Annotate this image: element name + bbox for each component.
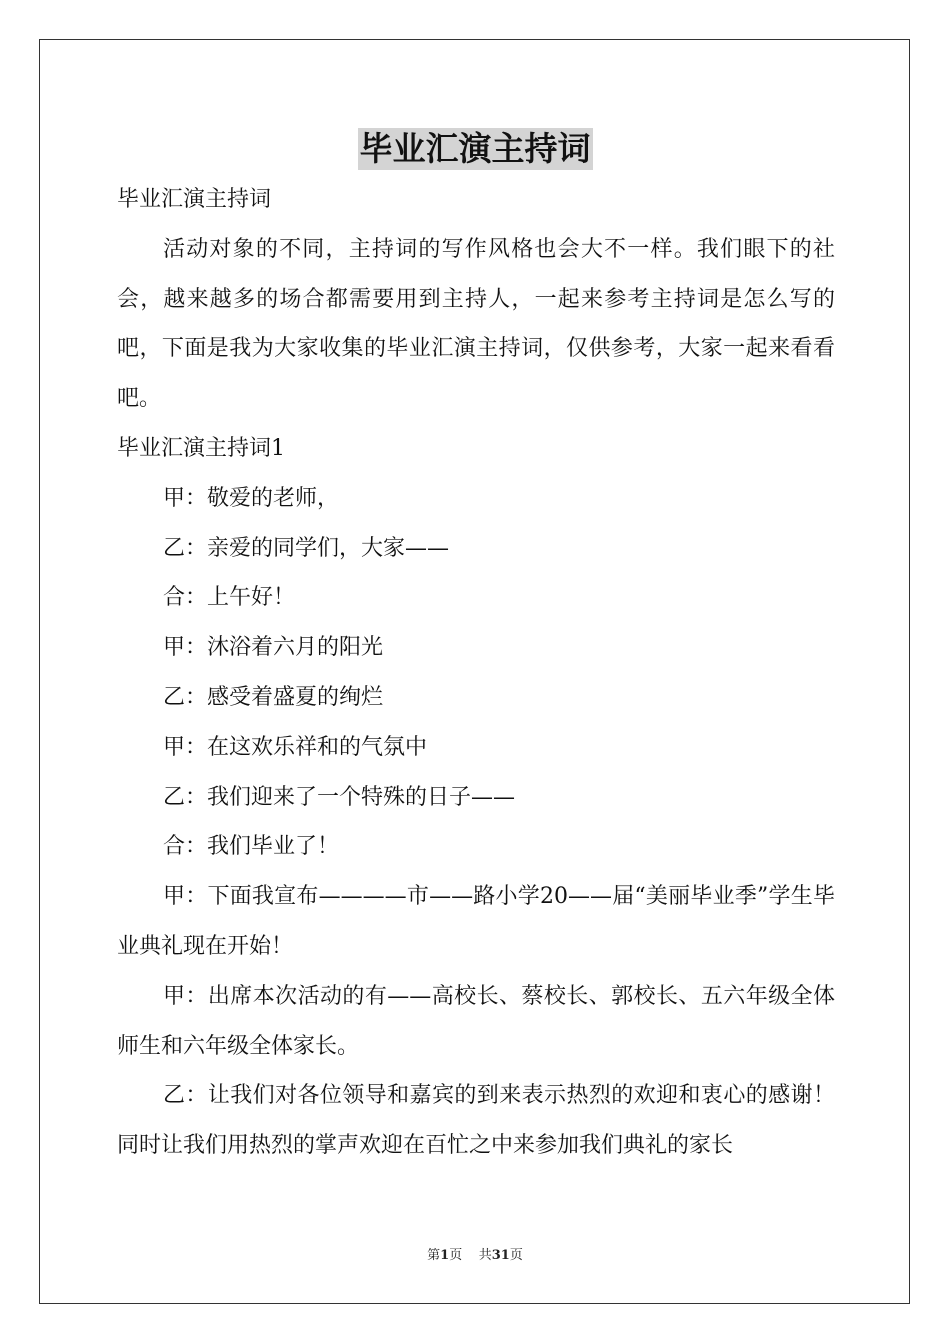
paragraph: 乙：让我们对各位领导和嘉宾的到来表示热烈的欢迎和衷心的感谢！同时让我们用热烈的掌声欢迎在百忙之中来参加我们典礼的家长	[117, 1083, 835, 1159]
paragraph: 毕业汇演主持词1	[117, 435, 285, 461]
paragraph: 甲：沐浴着六月的阳光	[163, 635, 384, 661]
paragraph: 乙：亲爱的同学们，大家——	[163, 535, 450, 561]
paragraph: 乙：感受着盛夏的绚烂	[163, 684, 384, 710]
paragraph: 甲：出席本次活动的有——高校长、蔡校长、郭校长、五六年级全体师生和六年级全体家长。	[117, 983, 835, 1059]
document-body	[117, 175, 835, 1171]
paragraph: 甲：在这欢乐祥和的气氛中	[163, 734, 428, 760]
paragraph: 活动对象的不同，主持词的写作风格也会大不一样。我们眼下的社会，越来越多的场合都需要用到主持人，一起来参考主持词是怎么写的吧，下面是我为大家收集的毕业汇演主持词，仅供参考，大家一起来看看吧。	[117, 236, 835, 412]
total-pages: 31	[491, 1248, 510, 1263]
paragraph: 合：我们毕业了！	[163, 834, 340, 860]
total-prefix: 共	[478, 1248, 492, 1263]
page-number: 1	[440, 1248, 450, 1263]
total-suffix: 页	[509, 1248, 523, 1263]
document-title: 毕业汇演主持词	[359, 129, 591, 168]
title-container	[0, 128, 950, 170]
page-suffix: 页	[449, 1248, 463, 1263]
paragraph: 乙：我们迎来了一个特殊的日子——	[163, 784, 516, 810]
paragraph: 甲：下面我宣布————市——路小学20——届“美丽毕业季”学生毕业典礼现在开始！	[117, 884, 835, 959]
paragraph: 毕业汇演主持词	[117, 187, 272, 212]
page-prefix: 第	[427, 1248, 441, 1263]
paragraph: 合：上午好！	[163, 585, 296, 611]
page-footer	[0, 1247, 950, 1265]
paragraph: 甲：敬爱的老师，	[163, 485, 340, 511]
